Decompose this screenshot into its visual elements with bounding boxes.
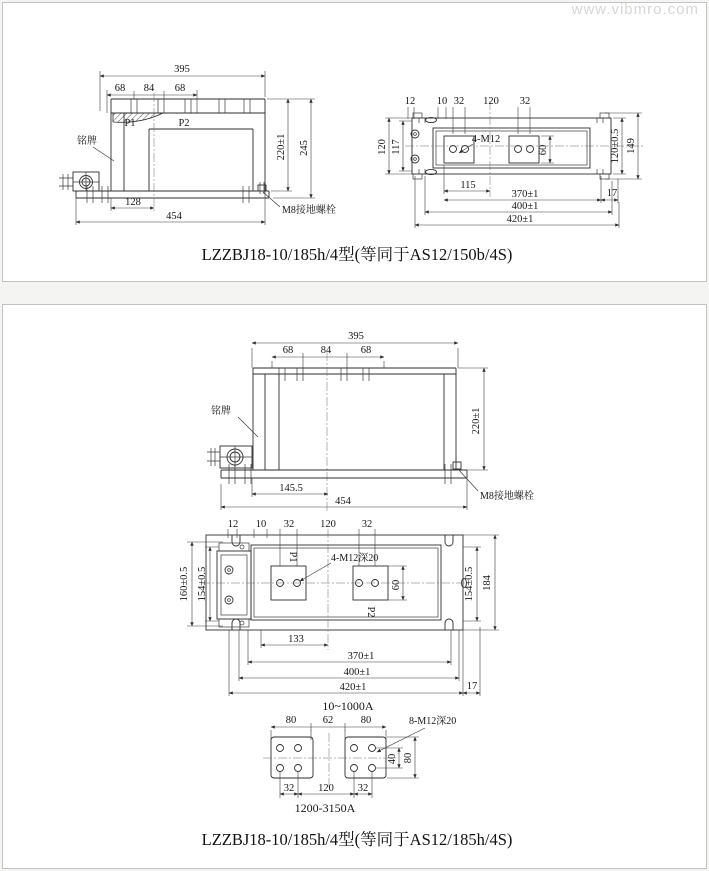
bottom-view-outline [206,535,463,630]
dim-32a: 32 [283,783,295,794]
ground-bolt-label: M8接地螺栓 [282,205,336,216]
dim-420: 420±1 [339,682,367,693]
dim-220: 220±1 [276,133,287,161]
caption-2: LZZBJ18-10/185h/4型(等同于AS12/185h/4S) [201,830,513,849]
dim-12: 12 [404,96,416,107]
dim-420: 420±1 [506,214,534,225]
panel2-front-view [207,331,534,512]
dim-160: 160±0.5 [179,566,190,602]
thread-label: 8-M12深20 [409,716,457,727]
dim-245: 245 [299,140,310,156]
panel1-front-view [59,64,336,225]
ground-bolt-label: M8接地螺栓 [480,491,534,502]
center-lines [263,733,396,789]
dim-117: 117 [391,139,402,155]
dim-68b: 68 [360,345,372,356]
label-p1: P1 [287,551,298,563]
terminal-pad-2 [509,136,539,163]
dim-120-left: 120 [377,139,388,155]
dim-120: 120 [318,783,334,794]
dim-395: 395 [174,64,190,75]
foot-slot-ticks [229,464,451,484]
caption-1: LZZBJ18-10/185h/4型(等同于AS12/150b/4S) [201,245,513,264]
dim-68a: 68 [114,83,126,94]
dim-80b: 80 [360,715,372,726]
dim-60: 60 [391,579,402,591]
dim-60: 60 [538,144,549,156]
plate-left [271,737,313,778]
dim-149: 149 [626,138,637,154]
dim-133: 133 [288,634,304,645]
label-p1: P1 [124,118,136,129]
dim-184: 184 [482,575,493,591]
dim-10: 10 [436,96,448,107]
dim-115: 115 [460,180,476,191]
thread-label: 4-M12 [471,134,501,145]
body-outline [253,368,456,470]
panel2-bottom-view [179,519,499,713]
dim-17: 17 [466,681,478,692]
nameplate-label: 铭牌 [77,136,97,147]
dim-128: 128 [125,197,141,208]
dim-62: 62 [322,715,334,726]
drawing-panel-1 [2,2,707,282]
range-label-top: 10~1000A [322,699,374,713]
dim-12: 12 [227,519,239,530]
plate-right [345,737,386,778]
dim-40: 40 [387,753,398,765]
dim-220: 220±1 [471,407,482,435]
center-lines [201,529,471,650]
dim-32b: 32 [357,783,369,794]
terminal-stud-ticks [279,368,369,381]
drawing-panel-2 [2,304,707,869]
dim-80r: 80 [403,752,414,764]
dim-68a: 68 [282,345,294,356]
dim-395: 395 [348,331,364,342]
dim-10: 10 [255,519,267,530]
dim-32b: 32 [361,519,373,530]
dim-68b: 68 [174,83,186,94]
dim-145-5: 145.5 [279,483,303,494]
dim-370: 370±1 [511,189,539,200]
dim-154-left: 154±0.5 [197,566,208,602]
panel2-detail-view [263,715,456,815]
watermark: www.vibmro.com [571,1,699,18]
panel1-top-view [377,96,644,228]
ground-bolt [453,462,478,491]
dim-454: 454 [335,496,351,507]
terminal-pad-1 [444,136,474,163]
dim-154-right: 154±0.5 [464,566,475,602]
range-label-bottom: 1200-3150A [294,801,356,815]
dim-120: 120 [483,96,499,107]
nameplate-label: 铭牌 [211,406,231,417]
dim-120-right: 120±0.5 [610,128,621,164]
dim-454: 454 [166,211,182,222]
center-lines [405,101,644,197]
label-p2: P2 [178,118,190,129]
dim-17: 17 [606,188,618,199]
dim-80a: 80 [285,715,297,726]
terminal-stud-ticks [131,99,250,113]
dim-84: 84 [143,83,155,94]
dim-32b: 32 [519,96,531,107]
dim-400: 400±1 [343,667,371,678]
dim-32a: 32 [453,96,465,107]
drawing-1-svg [3,3,706,281]
nameplate-hatch [113,113,163,122]
thread-label: 4-M12深20 [331,553,379,564]
dim-370: 370±1 [347,651,375,662]
label-p2: P2 [365,606,376,618]
base-plate [221,470,467,478]
left-protrusion [217,543,251,627]
dim-120: 120 [320,519,336,530]
base-plate [76,191,269,198]
dim-84: 84 [320,345,332,356]
drawing-2-svg [3,305,706,868]
dim-400: 400±1 [511,201,539,212]
dim-32a: 32 [283,519,295,530]
